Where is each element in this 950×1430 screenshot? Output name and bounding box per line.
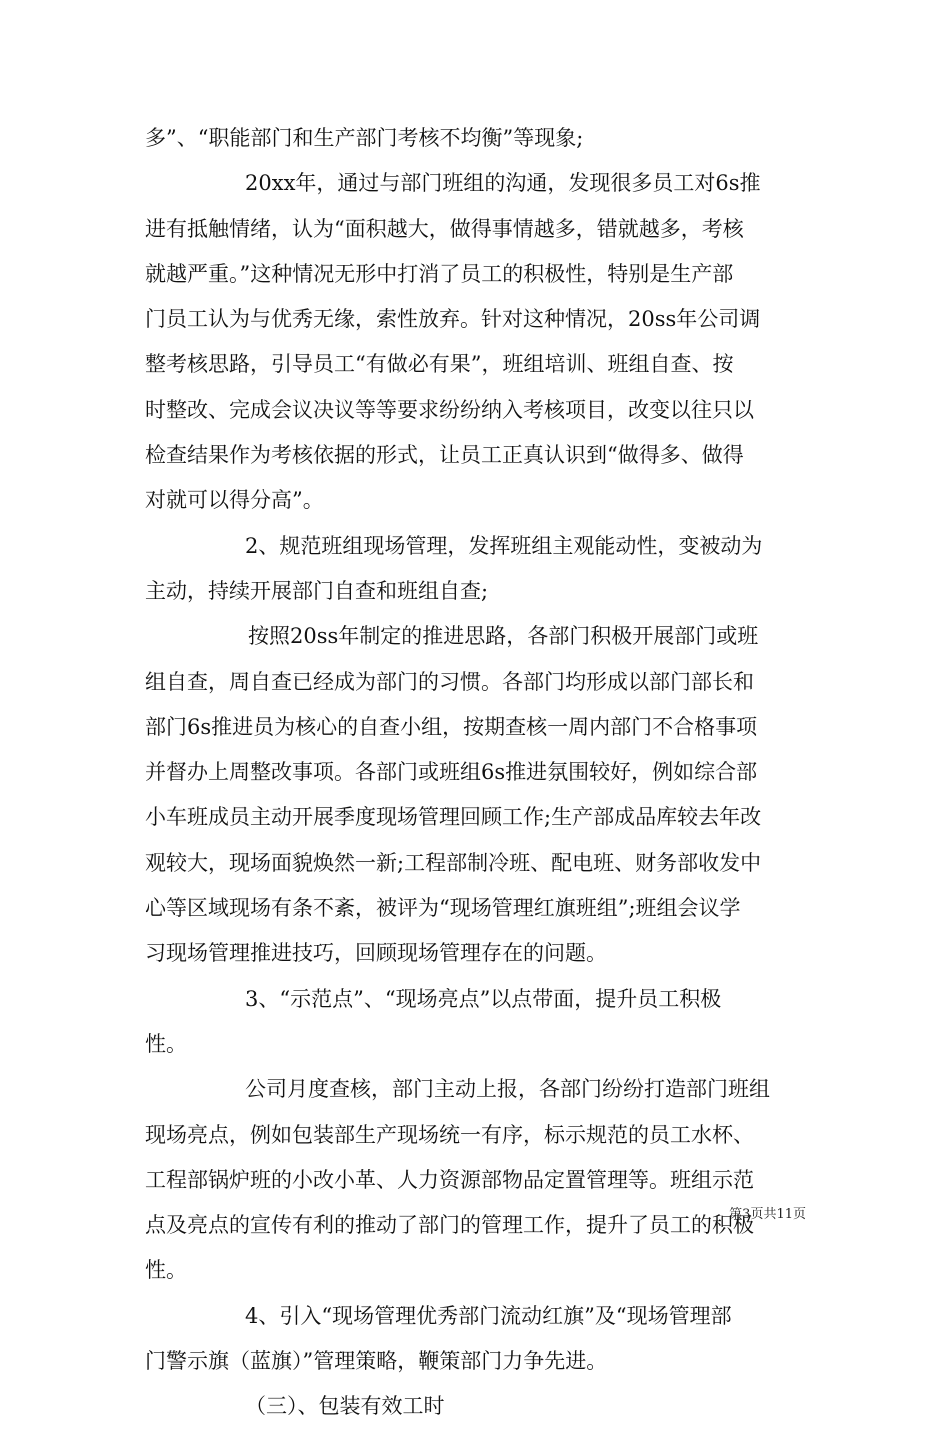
section-heading: 4、引入“现场管理优秀部门流动红旗”及“现场管理部 [245,1303,732,1328]
section-heading-cont: 主动，持续开展部门自查和班组自查; [145,578,489,603]
text-line: 小车班成员主动开展季度现场管理回顾工作;生产部成品库较去年改 [145,805,762,830]
text-line: 观较大，现场面貌焕然一新;工程部制冷班、配电班、财务部收发中 [145,850,762,875]
page-number: 第3页共11页 [729,1207,806,1222]
text-line: 时整改、完成会议决议等等要求纷纷纳入考核项目，改变以往只以 [145,397,754,422]
text-line: 心等区域现场有条不紊，被评为“现场管理红旗班组”;班组会议学 [145,896,741,921]
text-line: 门员工认为与优秀无缘，索性放弃。针对这种情况，20ss年公司调 [145,307,761,332]
text-line: 性。 [145,1258,187,1283]
text-line: 公司月度查核，部门主动上报，各部门纷纷打造部门班组 [245,1077,770,1102]
text-line: 工程部锅炉班的小改小革、人力资源部物品定置管理等。班组示范 [145,1167,754,1192]
text-line: 并督办上周整改事项。各部门或班组6s推进氛围较好，例如综合部 [145,760,758,785]
section-heading-cont: 性。 [145,1031,187,1056]
document-body [145,116,810,1430]
text-line: 组自查，周自查已经成为部门的习惯。各部门均形成以部门部长和 [145,669,754,694]
section-heading-cont: 门警示旗（蓝旗）”管理策略，鞭策部门力争先进。 [145,1349,608,1374]
section-heading: 3、“示范点”、“现场亮点”以点带面，提升员工积极 [245,986,722,1011]
text-line: 习现场管理推进技巧，回顾现场管理存在的问题。 [145,941,607,966]
text-line: 现场亮点，例如包装部生产现场统一有序，标示规范的员工水杯、 [145,1122,754,1147]
subsection-heading: （三）、包装有效工时 [245,1394,445,1419]
text-line: 20xx年，通过与部门班组的沟通，发现很多员工对6s推 [245,171,761,196]
text-line: 部门6s推进员为核心的自查小组，按期查核一周内部门不合格事项 [145,714,758,739]
text-line: 就越严重。”这种情况无形中打消了员工的积极性，特别是生产部 [145,261,734,286]
section-heading: 2、规范班组现场管理，发挥班组主观能动性，变被动为 [245,533,763,558]
text-line: 按照20ss年制定的推进思路，各部门积极开展部门或班 [248,624,759,649]
text-line: 整考核思路，引导员工“有做必有果”，班组培训、班组自查、按 [145,352,734,377]
text-line: 检查结果作为考核依据的形式，让员工正真认识到“做得多、做得 [145,443,744,468]
text-line: 多”、“职能部门和生产部门考核不均衡”等现象; [145,126,584,150]
text-line: 对就可以得分高”。 [145,488,324,513]
text-line: 进有抵触情绪，认为“面积越大，做得事情越多，错就越多，考核 [145,216,744,241]
text-line: 点及亮点的宣传有利的推动了部门的管理工作，提升了员工的积极 [145,1213,754,1238]
